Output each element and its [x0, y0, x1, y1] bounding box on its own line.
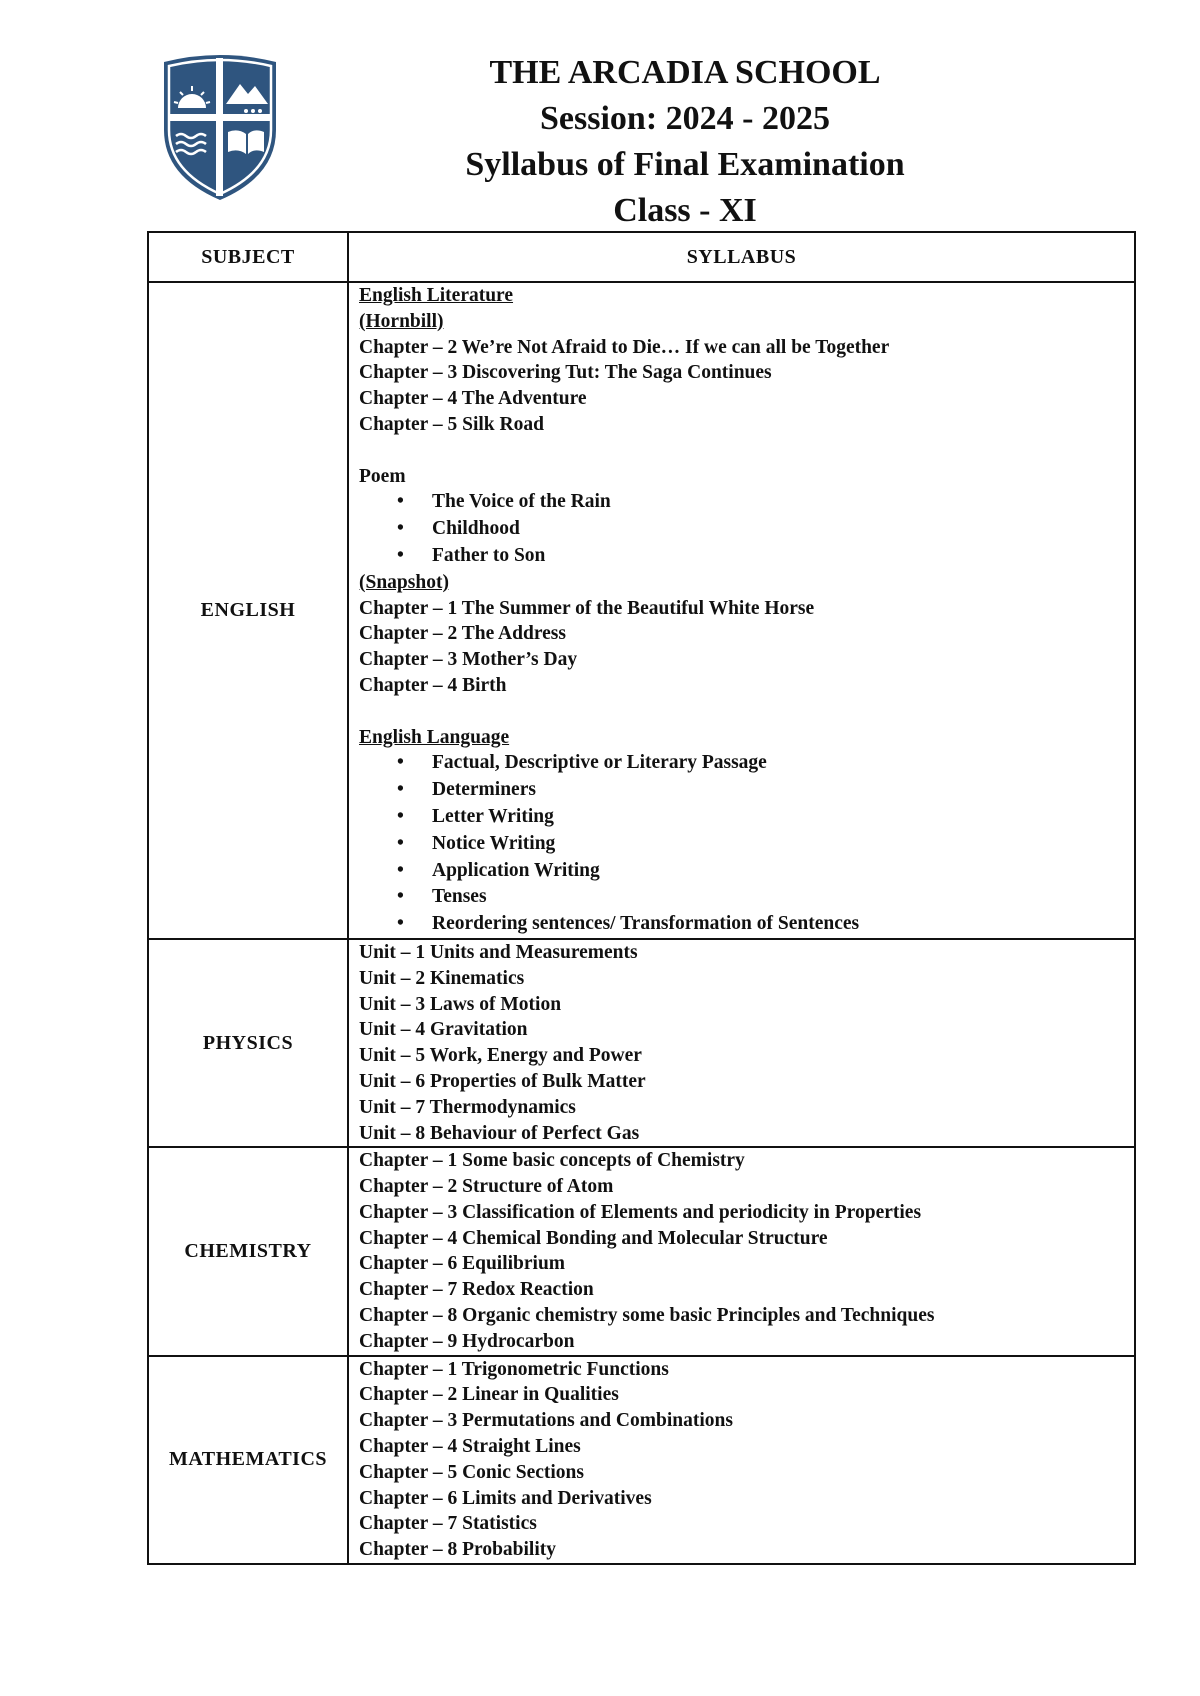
list-item: • Childhood: [359, 516, 1130, 543]
poem-heading: Poem: [359, 465, 406, 487]
syllabus-column-header: SYLLABUS: [348, 232, 1135, 282]
list-item: • Application Writing: [359, 858, 1130, 885]
exam-title: Syllabus of Final Examination: [465, 146, 905, 183]
bullet-icon: •: [397, 752, 404, 774]
bullet-icon: •: [397, 859, 404, 881]
bullet-icon: •: [397, 779, 404, 801]
list-item: • Father to Son: [359, 543, 1130, 570]
list-item: Chapter – 6 Equilibrium: [359, 1253, 566, 1275]
bullet-icon: •: [397, 805, 404, 827]
subject-column-header: SUBJECT: [148, 232, 348, 282]
session-title: Session: 2024 - 2025: [540, 100, 830, 137]
list-item: Chapter – 8 Probability: [359, 1539, 556, 1561]
list-item: • Tenses: [359, 884, 1130, 911]
bullet-icon: •: [397, 491, 404, 513]
spacer: [359, 699, 1130, 725]
list-item: Chapter – 8 Organic chemistry some basic Principles and Techniques: [359, 1305, 935, 1327]
list-item: Chapter – 2 The Address: [359, 623, 566, 645]
list-item: Unit – 2 Kinematics: [359, 967, 525, 989]
bullet-icon: •: [397, 886, 404, 908]
list-item: Unit – 5 Work, Energy and Power: [359, 1045, 642, 1067]
bullet-icon: •: [397, 832, 404, 854]
list-item: Chapter – 3 Mother’s Day: [359, 649, 578, 671]
list-item: Chapter – 4 The Adventure: [359, 388, 587, 410]
english-language-heading: English Language: [359, 726, 510, 748]
list-item: Chapter – 4 Chemical Bonding and Molecular Structure: [359, 1227, 828, 1249]
list-item: Chapter – 1 The Summer of the Beautiful White Horse: [359, 597, 815, 619]
spacer: [359, 438, 1130, 464]
list-item: • Letter Writing: [359, 804, 1130, 831]
school-crest-icon: [160, 52, 280, 202]
subject-cell-mathematics: MATHEMATICS: [148, 1356, 348, 1564]
list-item: Chapter – 9 Hydrocarbon: [359, 1330, 575, 1352]
class-title: Class - XI: [613, 192, 757, 229]
list-item: Chapter – 7 Redox Reaction: [359, 1279, 594, 1301]
subject-cell-chemistry: CHEMISTRY: [148, 1147, 348, 1355]
hornbill-heading: (Hornbill): [359, 310, 444, 332]
table-row-chemistry: [148, 1147, 1135, 1355]
syllabus-cell-mathematics: [348, 1356, 1135, 1564]
list-item: Chapter – 2 Structure of Atom: [359, 1176, 614, 1198]
list-item: Chapter – 5 Conic Sections: [359, 1461, 584, 1483]
list-item: Chapter – 5 Silk Road: [359, 413, 544, 435]
snapshot-heading: (Snapshot): [359, 571, 449, 593]
list-item: Chapter – 3 Permutations and Combinations: [359, 1410, 733, 1432]
list-item: • Determiners: [359, 777, 1130, 804]
document-header: [330, 50, 1040, 234]
table-row-physics: [148, 939, 1135, 1147]
bullet-icon: •: [397, 913, 404, 935]
table-header-row: [148, 232, 1135, 282]
list-item: Chapter – 4 Straight Lines: [359, 1436, 581, 1458]
list-item: Unit – 6 Properties of Bulk Matter: [359, 1070, 646, 1092]
list-item: Chapter – 3 Classification of Elements and periodicity in Properties: [359, 1201, 922, 1223]
syllabus-cell-english: [348, 282, 1135, 939]
school-name: THE ARCADIA SCHOOL: [489, 54, 881, 91]
bullet-icon: •: [397, 518, 404, 540]
list-item: • Reordering sentences/ Transformation of Sentences: [359, 911, 1130, 938]
list-item: Chapter – 1 Trigonometric Functions: [359, 1358, 669, 1380]
bullet-icon: •: [397, 544, 404, 566]
list-item: Unit – 1 Units and Measurements: [359, 941, 638, 963]
list-item: Chapter – 3 Discovering Tut: The Saga Continues: [359, 362, 772, 384]
table-row-mathematics: [148, 1356, 1135, 1564]
syllabus-cell-chemistry: [348, 1147, 1135, 1355]
list-item: Unit – 8 Behaviour of Perfect Gas: [359, 1122, 640, 1144]
list-item: Unit – 3 Laws of Motion: [359, 993, 562, 1015]
list-item: • The Voice of the Rain: [359, 489, 1130, 516]
syllabus-table: [147, 231, 1136, 1565]
list-item: • Factual, Descriptive or Literary Passage: [359, 750, 1130, 777]
list-item: Chapter – 7 Statistics: [359, 1513, 537, 1535]
list-item: Chapter – 6 Limits and Derivatives: [359, 1487, 652, 1509]
syllabus-cell-physics: [348, 939, 1135, 1147]
table-row-english: [148, 282, 1135, 939]
subject-cell-physics: PHYSICS: [148, 939, 348, 1147]
english-literature-heading: English Literature: [359, 285, 514, 306]
list-item: Unit – 7 Thermodynamics: [359, 1096, 576, 1118]
list-item: • Notice Writing: [359, 831, 1130, 858]
list-item: Chapter – 2 We’re Not Afraid to Die… If we can all be Together: [359, 336, 890, 358]
list-item: Chapter – 1 Some basic concepts of Chemistry: [359, 1150, 745, 1172]
school-logo: [160, 52, 280, 202]
list-item: Unit – 4 Gravitation: [359, 1019, 528, 1041]
list-item: Chapter – 4 Birth: [359, 674, 507, 696]
list-item: Chapter – 2 Linear in Qualities: [359, 1384, 619, 1406]
subject-cell-english: ENGLISH: [148, 282, 348, 939]
